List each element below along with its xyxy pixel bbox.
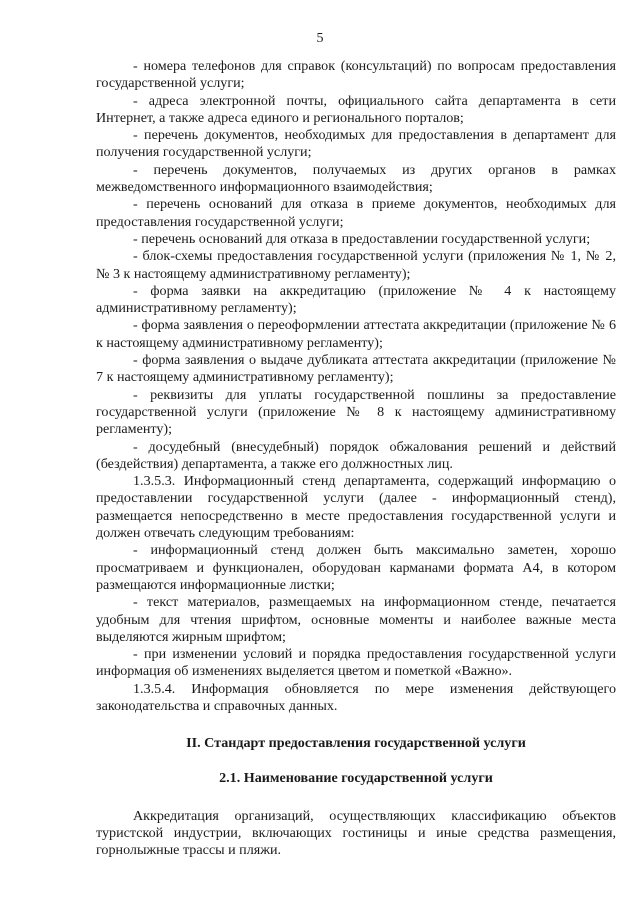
paragraph-refusal-grounds-service: - перечень оснований для отказа в предоставлении государственной услуги; <box>133 230 591 247</box>
page-number: 5 <box>316 31 324 46</box>
paragraph-service-name: Аккредитация организаций, осуществляющих классификацию объектов туристской индустрии, включающих гостиницы и иные средства размещения, горнолыжные трассы и пляжи. <box>96 807 616 859</box>
section-title: II. Стандарт предоставления государственной услуги <box>186 735 526 752</box>
paragraph-refusal-grounds-documents: - перечень оснований для отказа в приеме документов, необходимых для предоставления государственной услуги; <box>96 196 616 230</box>
paragraph-interagency-documents: - перечень документов, получаемых из других органов в рамках межведомственного информационного взаимодействия; <box>96 161 616 196</box>
paragraph-stand-visibility: - информационный стенд должен быть максимально заметен, хорошо просматриваем и функционален, оборудован карманами формата А4, в котором размещаются информационные листки; <box>96 542 616 593</box>
paragraph-info-stand: 1.3.5.3. Информационный стенд департамента, содержащий информацию о предоставлении государственной услуги (далее - информационный стенд), размещается непосредственно в месте предоставления государственной услуги и должен отвечать следующим требованиям: <box>96 473 616 542</box>
page-content <box>96 58 616 860</box>
subsection-title: 2.1. Наименование государственной услуги <box>219 769 493 786</box>
paragraph-reissue-form: - форма заявления о переоформлении аттестата аккредитации (приложение № 6 к настоящему административному регламенту); <box>96 317 616 351</box>
paragraph-application-form: - форма заявки на аккредитацию (приложение № 4 к настоящему административному регламенту); <box>96 282 616 317</box>
paragraph-email-addresses: - адреса электронной почты, официального сайта департамента в сети Интернет, а также адреса единого и регионального порталов; <box>96 92 616 126</box>
paragraph-flowcharts: - блок-схемы предоставления государственной услуги (приложения № 1, № 2, № 3 к настоящему административному регламенту); <box>96 248 616 282</box>
paragraph-document-list: - перечень документов, необходимых для предоставления в департамент для получения государственной услуги; <box>96 127 616 161</box>
paragraph-duplicate-form: - форма заявления о выдаче дубликата аттестата аккредитации (приложение № 7 к настоящему административному регламенту); <box>96 352 616 386</box>
paragraph-appeal-procedure: - досудебный (внесудебный) порядок обжалования решений и действий (бездействия) департамента, а также его должностных лиц. <box>96 438 616 472</box>
paragraph-stand-changes: - при изменении условий и порядка предоставления государственной услуги информация об изменениях выделяется цветом и пометкой «Важно». <box>96 646 616 680</box>
paragraph-payment-details: - реквизиты для уплаты государственной пошлины за предоставление государственной услуги (приложение № 8 к настоящему административному регламенту); <box>96 386 616 438</box>
paragraph-stand-text: - текст материалов, размещаемых на информационном стенде, печатается удобным для чтения шрифтом, основные моменты и наиболее важные места выделяются жирным шрифтом; <box>96 594 616 645</box>
paragraph-info-update: 1.3.5.4. Информация обновляется по мере изменения действующего законодательства и справочных данных. <box>96 680 616 714</box>
paragraph-phone-numbers: - номера телефонов для справок (консультаций) по вопросам предоставления государственной услуги; <box>96 58 616 92</box>
